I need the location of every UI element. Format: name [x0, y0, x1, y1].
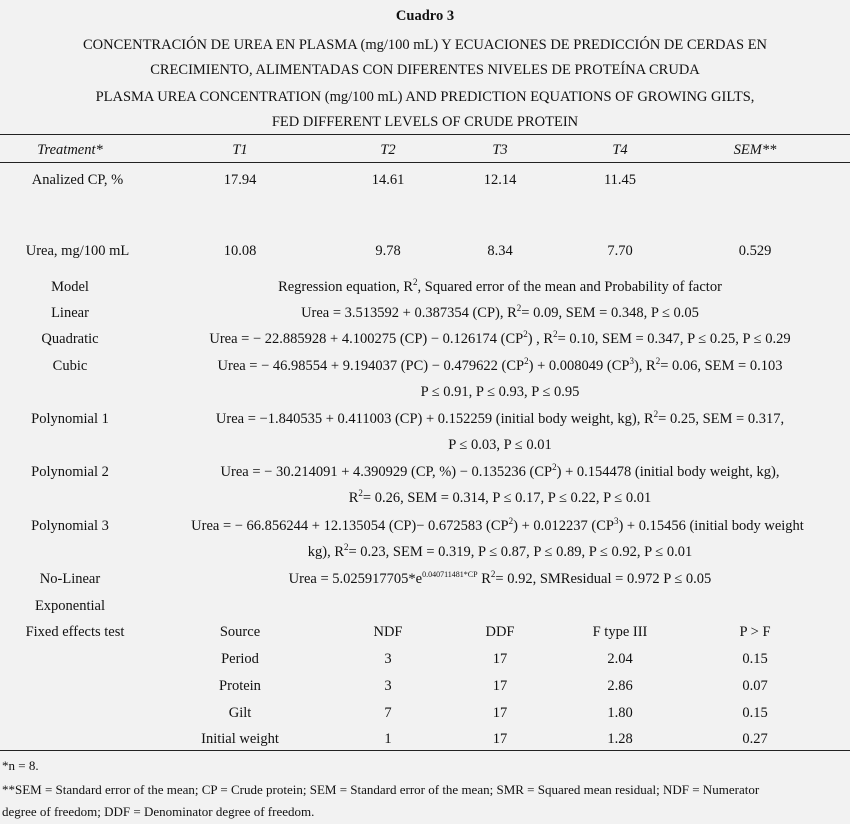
row-urea-sem: 0.529: [738, 243, 772, 259]
model-poly3-equation: Urea = − 66.856244 + 12.135054 (CP)− 0.672583 $(CP^2) + 0.012237$ $(CP^3) + 0.15456$ (initial body weight: [191, 516, 804, 534]
header-treatment: Treatment*: [37, 142, 103, 158]
model-nonlinear-equation: Urea = $5.025917705*e^{0.040711481*CP}$ $R^2= 0.92$, SMResidual = 0.972 P ≤ 0.05: [288, 569, 712, 587]
fixed-row-p: 0.15: [742, 651, 768, 667]
row-urea-label: Urea, mg/100 mL: [25, 243, 130, 259]
row-cp-label: Analized CP, %: [31, 172, 124, 188]
model-linear-label: Linear: [51, 305, 89, 321]
model-cubic-label: Cubic: [52, 358, 88, 374]
fixed-row-source: Initial weight: [201, 731, 279, 747]
fixed-row-ddf: 17: [492, 705, 508, 721]
table-caption: Cuadro 3: [395, 8, 455, 24]
model-poly3-label: Polynomial 3: [31, 518, 109, 534]
fixed-effects-label: Fixed effects test: [25, 624, 125, 640]
fixed-row-f: 2.86: [607, 678, 633, 694]
fixed-header-ndf: NDF: [373, 624, 403, 640]
fixed-row-source: Gilt: [228, 705, 252, 721]
model-poly2-statistics: $R^2= 0.26$, SEM = 0.314, P ≤ 0.17, P ≤ 0.22, P ≤ 0.01: [348, 488, 652, 506]
model-poly3-statistics: kg), $R^2= 0.23$, SEM = 0.319, P ≤ 0.87, P ≤ 0.89, P ≤ 0.92, P ≤ 0.01: [307, 542, 693, 560]
model-cubic-equation: Urea = − 46.98554 + 9.194037 (PC) − 0.479622 $(CP^2) + 0.008049$ $(CP^3)$, $R^2= 0.06$, SEM = 0.103: [217, 356, 783, 374]
model-description: Regression equation, $R^2$, Squared error of the mean and Probability of factor: [278, 277, 722, 295]
fixed-row-f: 1.28: [607, 731, 633, 747]
model-label: Model: [51, 279, 89, 295]
model-cubic-probabilities: P ≤ 0.91, P ≤ 0.93, P ≤ 0.95: [420, 384, 580, 400]
footnote-abbreviations-2: degree of freedom; DDF = Denominator degree of freedom.: [2, 804, 315, 819]
header-t1: T1: [232, 142, 248, 158]
header-sem: SEM**: [733, 142, 777, 158]
fixed-row-ddf: 17: [492, 651, 508, 667]
fixed-row-f: 1.80: [607, 705, 633, 721]
row-cp-t4: 11.45: [603, 172, 637, 188]
fixed-header-f: F type III: [592, 624, 648, 640]
fixed-header-p: P > F: [739, 624, 771, 640]
fixed-row-ddf: 17: [492, 731, 508, 747]
fixed-row-ndf: 1: [384, 731, 392, 747]
fixed-row-p: 0.15: [742, 705, 768, 721]
row-urea-t3: 8.34: [487, 243, 513, 259]
title-en-line2: FED DIFFERENT LEVELS OF CRUDE PROTEIN: [271, 114, 579, 130]
model-nonlinear-label: No-Linear: [39, 571, 101, 587]
row-urea-t2: 9.78: [375, 243, 401, 259]
model-poly1-probabilities: P ≤ 0.03, P ≤ 0.01: [448, 437, 552, 453]
fixed-row-p: 0.07: [742, 678, 768, 694]
header-rule: [0, 162, 850, 163]
fixed-row-source: Protein: [219, 678, 261, 694]
footnote-n: *n = 8.: [2, 758, 39, 773]
fixed-row-ndf: 7: [384, 705, 392, 721]
model-quadratic-equation: Urea = − 22.885928 + 4.100275 (CP) − 0.126174 $(CP^2)$ , $R^2= 0.10$, SEM = 0.347, P ≤ 0.25, P ≤ 0.29: [209, 329, 791, 347]
model-poly2-label: Polynomial 2: [31, 464, 109, 480]
title-es-line1: CONCENTRACIÓN DE UREA EN PLASMA (mg/100 mL) Y ECUACIONES DE PREDICCIÓN DE CERDAS EN: [82, 37, 768, 53]
fixed-row-p: 0.27: [742, 731, 768, 747]
bottom-rule: [0, 750, 850, 751]
fixed-row-ndf: 3: [384, 651, 392, 667]
row-urea-t1: 10.08: [223, 243, 257, 259]
row-cp-t3: 12.14: [483, 172, 517, 188]
footnote-abbreviations-1: **SEM = Standard error of the mean; CP = Crude protein; SEM = Standard error of the mean; SMR = Squared mean residual; NDF = Numerator: [2, 782, 760, 797]
model-exponential-label: Exponential: [34, 598, 106, 614]
header-t2: T2: [380, 142, 396, 158]
fixed-row-f: 2.04: [607, 651, 633, 667]
title-es-line2: CRECIMIENTO, ALIMENTADAS CON DIFERENTES NIVELES DE PROTEÍNA CRUDA: [150, 62, 700, 78]
fixed-row-ddf: 17: [492, 678, 508, 694]
model-quadratic-label: Quadratic: [41, 331, 99, 347]
model-poly1-equation: Urea = −1.840535 + 0.411003 (CP) + 0.152259 (initial body weight, kg), $R^2= 0.25$, SEM = 0.317,: [215, 409, 785, 427]
fixed-header-source: Source: [219, 624, 261, 640]
top-rule: [0, 134, 850, 135]
row-urea-t4: 7.70: [607, 243, 633, 259]
model-poly1-label: Polynomial 1: [31, 411, 109, 427]
row-cp-t2: 14.61: [371, 172, 405, 188]
title-en-line1: PLASMA UREA CONCENTRATION (mg/100 mL) AND PREDICTION EQUATIONS OF GROWING GILTS,: [95, 89, 755, 105]
row-cp-t1: 17.94: [223, 172, 257, 188]
header-t4: T4: [612, 142, 628, 158]
fixed-header-ddf: DDF: [485, 624, 515, 640]
model-poly2-equation: Urea = − 30.214091 + 4.390929 (CP, %) − 0.135236 $(CP^2) + 0.154478$ (initial body weight, kg),: [220, 462, 780, 480]
fixed-row-source: Period: [221, 651, 259, 667]
model-linear-equation: Urea = 3.513592 + 0.387354 (CP), $R^2= 0.09$, SEM = 0.348, P ≤ 0.05: [301, 303, 699, 321]
header-t3: T3: [492, 142, 508, 158]
fixed-row-ndf: 3: [384, 678, 392, 694]
